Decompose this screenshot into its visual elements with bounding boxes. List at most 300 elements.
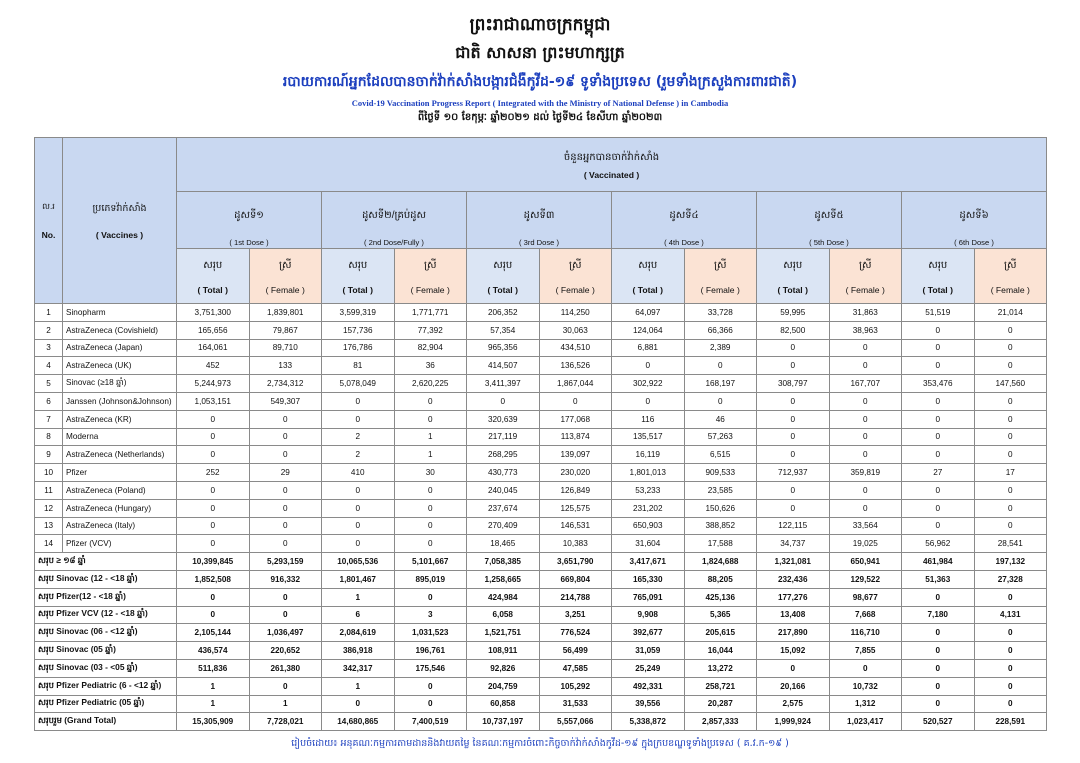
no-column-header bbox=[35, 138, 63, 304]
total-cell: 82,500 bbox=[757, 321, 830, 339]
report-title-khmer: របាយការណ៍អ្នកដែលបានចាក់វ៉ាក់សាំងបង្ការជំងឺកូវីដ-១៩ ទូទាំងប្រទេស (រួមទាំងក្រសួងការពារជាតិ) bbox=[282, 74, 798, 90]
female-cell: 0 bbox=[829, 339, 902, 357]
total-cell: 2 bbox=[322, 446, 395, 464]
table-row bbox=[35, 357, 1047, 375]
group-female-cell: 0 bbox=[974, 642, 1047, 660]
female-cell: 0 bbox=[249, 446, 322, 464]
table-row bbox=[35, 410, 1047, 428]
table-row bbox=[35, 321, 1047, 339]
total-cell: 56,962 bbox=[902, 535, 975, 553]
group-total-cell: 165,330 bbox=[612, 570, 685, 588]
group-total-cell: 7,180 bbox=[902, 606, 975, 624]
female-cell: 77,392 bbox=[394, 321, 467, 339]
vaccine-name: AstraZeneca (Italy) bbox=[63, 517, 177, 535]
female-cell: 30 bbox=[394, 464, 467, 482]
dose-header bbox=[757, 192, 902, 249]
group-total-cell: 0 bbox=[902, 624, 975, 642]
group-total-cell: 0 bbox=[902, 588, 975, 606]
female-label-english: ( Female ) bbox=[265, 284, 305, 295]
group-total-cell: 461,984 bbox=[902, 553, 975, 571]
total-cell: 51,519 bbox=[902, 304, 975, 322]
female-column-header bbox=[829, 249, 902, 304]
female-cell: 0 bbox=[394, 499, 467, 517]
total-cell: 124,064 bbox=[612, 321, 685, 339]
total-cell: 0 bbox=[902, 321, 975, 339]
total-cell: 64,097 bbox=[612, 304, 685, 322]
dose-header bbox=[612, 192, 757, 249]
female-column-header bbox=[249, 249, 322, 304]
female-cell: 0 bbox=[394, 481, 467, 499]
female-cell: 2,734,312 bbox=[249, 375, 322, 393]
female-cell: 0 bbox=[394, 410, 467, 428]
group-total-cell: 39,556 bbox=[612, 695, 685, 713]
total-cell: 3,751,300 bbox=[177, 304, 250, 322]
group-name: សរុប Pfizer(12 - <18 ឆ្នាំ) bbox=[35, 588, 177, 606]
group-total-cell: 2,084,619 bbox=[322, 624, 395, 642]
dose-label-english: ( 2nd Dose/Fully ) bbox=[364, 238, 424, 247]
female-cell: 1,771,771 bbox=[394, 304, 467, 322]
total-label-english: ( Total ) bbox=[777, 284, 808, 295]
group-total-cell: 14,680,865 bbox=[322, 713, 395, 731]
total-cell: 0 bbox=[177, 446, 250, 464]
group-name: សរុប Sinovac (06 - <12 ឆ្នាំ) bbox=[35, 624, 177, 642]
total-cell: 122,115 bbox=[757, 517, 830, 535]
female-cell: 549,307 bbox=[249, 392, 322, 410]
vaccine-label-english: ( Vaccines ) bbox=[95, 229, 144, 240]
group-total-cell: 7,058,385 bbox=[467, 553, 540, 571]
group-total-cell: 2,575 bbox=[757, 695, 830, 713]
total-column-header bbox=[612, 249, 685, 304]
total-cell: 0 bbox=[902, 357, 975, 375]
group-female-cell: 13,272 bbox=[684, 659, 757, 677]
table-row bbox=[35, 481, 1047, 499]
female-cell: 0 bbox=[974, 481, 1047, 499]
vaccine-name: AstraZeneca (Japan) bbox=[63, 339, 177, 357]
group-total-row bbox=[35, 588, 1047, 606]
vaccine-name: AstraZeneca (Covishield) bbox=[63, 321, 177, 339]
vaccination-table bbox=[34, 137, 1047, 731]
total-cell: 240,045 bbox=[467, 481, 540, 499]
total-cell: 302,922 bbox=[612, 375, 685, 393]
total-label-khmer: សរុប bbox=[348, 259, 368, 271]
group-female-cell: 0 bbox=[249, 677, 322, 695]
female-cell: 359,819 bbox=[829, 464, 902, 482]
group-total-cell: 15,305,909 bbox=[177, 713, 250, 731]
female-cell: 82,904 bbox=[394, 339, 467, 357]
group-total-cell: 1,521,751 bbox=[467, 624, 540, 642]
group-total-cell: 1,999,924 bbox=[757, 713, 830, 731]
female-cell: 33,728 bbox=[684, 304, 757, 322]
total-cell: 237,674 bbox=[467, 499, 540, 517]
female-cell: 0 bbox=[974, 357, 1047, 375]
female-label-khmer: ស្រី bbox=[714, 259, 727, 271]
table-row bbox=[35, 535, 1047, 553]
group-female-cell: 20,287 bbox=[684, 695, 757, 713]
group-total-cell: 177,276 bbox=[757, 588, 830, 606]
group-total-row bbox=[35, 570, 1047, 588]
group-female-cell: 3,651,790 bbox=[539, 553, 612, 571]
female-cell: 230,020 bbox=[539, 464, 612, 482]
dose-label-khmer: ដូសទី៤ bbox=[669, 209, 699, 221]
total-cell: 0 bbox=[322, 517, 395, 535]
group-total-cell: 424,984 bbox=[467, 588, 540, 606]
total-cell: 270,409 bbox=[467, 517, 540, 535]
group-total-cell: 1,258,665 bbox=[467, 570, 540, 588]
dose-header bbox=[467, 192, 612, 249]
total-cell: 0 bbox=[902, 446, 975, 464]
total-cell: 0 bbox=[467, 392, 540, 410]
group-female-cell: 116,710 bbox=[829, 624, 902, 642]
group-total-cell: 765,091 bbox=[612, 588, 685, 606]
group-total-cell: 9,908 bbox=[612, 606, 685, 624]
total-column-header bbox=[902, 249, 975, 304]
group-female-cell: 261,380 bbox=[249, 659, 322, 677]
table-row bbox=[35, 517, 1047, 535]
row-number: 4 bbox=[35, 357, 63, 375]
group-female-cell: 0 bbox=[829, 659, 902, 677]
table-row bbox=[35, 428, 1047, 446]
vaccine-name: Sinopharm bbox=[63, 304, 177, 322]
female-label-english: ( Female ) bbox=[700, 284, 740, 295]
female-cell: 33,564 bbox=[829, 517, 902, 535]
group-total-cell: 6,058 bbox=[467, 606, 540, 624]
group-total-cell: 0 bbox=[902, 659, 975, 677]
female-cell: 0 bbox=[829, 446, 902, 464]
group-female-cell: 196,761 bbox=[394, 642, 467, 660]
vaccine-name: AstraZeneca (Poland) bbox=[63, 481, 177, 499]
female-cell: 168,197 bbox=[684, 375, 757, 393]
total-cell: 0 bbox=[902, 339, 975, 357]
group-female-cell: 1 bbox=[249, 695, 322, 713]
female-cell: 66,366 bbox=[684, 321, 757, 339]
female-cell: 0 bbox=[974, 517, 1047, 535]
total-column-header bbox=[467, 249, 540, 304]
female-cell: 0 bbox=[829, 357, 902, 375]
row-number: 8 bbox=[35, 428, 63, 446]
total-column-header bbox=[322, 249, 395, 304]
group-total-cell: 342,317 bbox=[322, 659, 395, 677]
group-total-cell: 5,338,872 bbox=[612, 713, 685, 731]
dose-header bbox=[322, 192, 467, 249]
report-title-english: Covid-19 Vaccination Progress Report ( Integrated with the Ministry of National Defense ) in Cambodia bbox=[351, 98, 729, 108]
female-cell: 17,588 bbox=[684, 535, 757, 553]
group-female-cell: 0 bbox=[974, 677, 1047, 695]
dose-label-english: ( 3rd Dose ) bbox=[518, 238, 560, 247]
table-row bbox=[35, 304, 1047, 322]
female-cell: 17 bbox=[974, 464, 1047, 482]
group-female-cell: 7,668 bbox=[829, 606, 902, 624]
group-total-cell: 0 bbox=[902, 677, 975, 695]
female-cell: 57,263 bbox=[684, 428, 757, 446]
group-total-cell: 1 bbox=[177, 695, 250, 713]
group-female-cell: 197,132 bbox=[974, 553, 1047, 571]
total-cell: 0 bbox=[757, 357, 830, 375]
total-cell: 0 bbox=[322, 410, 395, 428]
group-female-cell: 27,328 bbox=[974, 570, 1047, 588]
group-female-cell: 5,101,667 bbox=[394, 553, 467, 571]
group-total-cell: 3,417,671 bbox=[612, 553, 685, 571]
female-cell: 0 bbox=[539, 392, 612, 410]
female-cell: 167,707 bbox=[829, 375, 902, 393]
female-cell: 0 bbox=[974, 339, 1047, 357]
total-cell: 165,656 bbox=[177, 321, 250, 339]
group-total-row bbox=[35, 606, 1047, 624]
footer-note: រៀបចំដោយ៖ អនុគណៈកម្មការតាមដាននិងវាយតម្លៃ នៃគណៈកម្មការចំពោះកិច្ចចាក់វ៉ាក់សាំងកូវីដ-១៩ ក្នុងក្របខណ្ឌទូទាំងប្រទេស ( គ.វ.ក-១៩ ) bbox=[291, 738, 789, 749]
female-cell: 0 bbox=[249, 517, 322, 535]
female-cell: 1 bbox=[394, 428, 467, 446]
female-cell: 136,526 bbox=[539, 357, 612, 375]
total-cell: 0 bbox=[902, 499, 975, 517]
group-name: សរុប Sinovac (03 - <05 ឆ្នាំ) bbox=[35, 659, 177, 677]
female-cell: 0 bbox=[829, 392, 902, 410]
group-female-cell: 0 bbox=[249, 588, 322, 606]
total-cell: 206,352 bbox=[467, 304, 540, 322]
group-total-row bbox=[35, 553, 1047, 571]
group-name: សរុប Sinovac (12 - <18 ឆ្នាំ) bbox=[35, 570, 177, 588]
group-female-cell: 776,524 bbox=[539, 624, 612, 642]
total-cell: 0 bbox=[757, 481, 830, 499]
total-cell: 59,995 bbox=[757, 304, 830, 322]
group-female-cell: 1,312 bbox=[829, 695, 902, 713]
female-cell: 147,560 bbox=[974, 375, 1047, 393]
group-female-cell: 5,293,159 bbox=[249, 553, 322, 571]
total-cell: 2 bbox=[322, 428, 395, 446]
female-cell: 19,025 bbox=[829, 535, 902, 553]
total-label-english: ( Total ) bbox=[632, 284, 663, 295]
total-cell: 0 bbox=[177, 535, 250, 553]
total-cell: 0 bbox=[902, 428, 975, 446]
group-total-cell: 1,852,508 bbox=[177, 570, 250, 588]
row-number: 9 bbox=[35, 446, 63, 464]
group-total-cell: 10,065,536 bbox=[322, 553, 395, 571]
female-cell: 2,389 bbox=[684, 339, 757, 357]
female-cell: 909,533 bbox=[684, 464, 757, 482]
female-cell: 6,515 bbox=[684, 446, 757, 464]
dose-label-khmer: ដូសទី២/គ្រប់ដូស bbox=[361, 209, 427, 221]
total-label-khmer: សរុប bbox=[493, 259, 513, 271]
row-number: 7 bbox=[35, 410, 63, 428]
female-cell: 30,063 bbox=[539, 321, 612, 339]
vaccine-name: Janssen (Johnson&Johnson) bbox=[63, 392, 177, 410]
group-total-cell: 13,408 bbox=[757, 606, 830, 624]
group-female-cell: 205,615 bbox=[684, 624, 757, 642]
group-total-cell: 386,918 bbox=[322, 642, 395, 660]
total-cell: 0 bbox=[177, 499, 250, 517]
group-total-cell: 204,759 bbox=[467, 677, 540, 695]
row-number: 5 bbox=[35, 375, 63, 393]
group-female-cell: 56,499 bbox=[539, 642, 612, 660]
total-label-khmer: សរុប bbox=[638, 259, 658, 271]
total-cell: 217,119 bbox=[467, 428, 540, 446]
female-cell: 139,097 bbox=[539, 446, 612, 464]
total-column-header bbox=[177, 249, 250, 304]
group-total-cell: 436,574 bbox=[177, 642, 250, 660]
group-female-cell: 0 bbox=[394, 695, 467, 713]
total-cell: 0 bbox=[612, 357, 685, 375]
group-female-cell: 7,855 bbox=[829, 642, 902, 660]
total-cell: 320,639 bbox=[467, 410, 540, 428]
dose-label-khmer: ដូសទី៦ bbox=[959, 209, 989, 221]
group-name: សរុប Sinovac (05 ឆ្នាំ) bbox=[35, 642, 177, 660]
group-female-cell: 1,036,497 bbox=[249, 624, 322, 642]
female-cell: 0 bbox=[249, 410, 322, 428]
total-label-khmer: សរុប bbox=[928, 259, 948, 271]
female-label-english: ( Female ) bbox=[990, 284, 1030, 295]
female-cell: 388,852 bbox=[684, 517, 757, 535]
group-female-cell: 0 bbox=[249, 606, 322, 624]
dose-header bbox=[177, 192, 322, 249]
group-total-row bbox=[35, 695, 1047, 713]
group-female-cell: 1,824,688 bbox=[684, 553, 757, 571]
total-cell: 5,244,973 bbox=[177, 375, 250, 393]
group-female-cell: 0 bbox=[394, 677, 467, 695]
group-female-cell: 16,044 bbox=[684, 642, 757, 660]
female-cell: 0 bbox=[829, 410, 902, 428]
group-total-row bbox=[35, 713, 1047, 731]
female-cell: 38,963 bbox=[829, 321, 902, 339]
total-cell: 0 bbox=[177, 481, 250, 499]
group-female-cell: 31,533 bbox=[539, 695, 612, 713]
group-female-cell: 258,721 bbox=[684, 677, 757, 695]
group-total-cell: 31,059 bbox=[612, 642, 685, 660]
group-female-cell: 650,941 bbox=[829, 553, 902, 571]
group-name: សរុប Pfizer VCV (12 - <18 ឆ្នាំ) bbox=[35, 606, 177, 624]
total-cell: 0 bbox=[322, 535, 395, 553]
group-female-cell: 1,031,523 bbox=[394, 624, 467, 642]
group-female-cell: 425,136 bbox=[684, 588, 757, 606]
group-total-row bbox=[35, 659, 1047, 677]
female-label-khmer: ស្រី bbox=[859, 259, 872, 271]
female-column-header bbox=[974, 249, 1047, 304]
group-total-cell: 2,105,144 bbox=[177, 624, 250, 642]
group-female-cell: 105,292 bbox=[539, 677, 612, 695]
total-cell: 164,061 bbox=[177, 339, 250, 357]
female-label-khmer: ស្រី bbox=[279, 259, 292, 271]
female-cell: 0 bbox=[974, 392, 1047, 410]
group-female-cell: 7,400,519 bbox=[394, 713, 467, 731]
total-label-khmer: សរុប bbox=[203, 259, 223, 271]
vaccine-column-header bbox=[63, 138, 177, 304]
group-female-cell: 3,251 bbox=[539, 606, 612, 624]
kingdom-heading: ព្រះរាជាណាចក្រកម្ពុជា bbox=[469, 15, 611, 35]
vaccine-name: AstraZeneca (KR) bbox=[63, 410, 177, 428]
row-number: 13 bbox=[35, 517, 63, 535]
female-cell: 1 bbox=[394, 446, 467, 464]
vaccine-name: Sinovac (≥18 ឆ្នាំ) bbox=[63, 375, 177, 393]
total-label-english: ( Total ) bbox=[922, 284, 953, 295]
dose-label-khmer: ដូសទី៣ bbox=[523, 209, 555, 221]
total-cell: 0 bbox=[902, 481, 975, 499]
group-female-cell: 175,546 bbox=[394, 659, 467, 677]
total-cell: 0 bbox=[902, 517, 975, 535]
group-female-cell: 0 bbox=[974, 695, 1047, 713]
total-cell: 650,903 bbox=[612, 517, 685, 535]
total-cell: 0 bbox=[902, 392, 975, 410]
vaccinated-label-english: ( Vaccinated ) bbox=[583, 169, 640, 180]
group-total-cell: 60,858 bbox=[467, 695, 540, 713]
total-cell: 16,119 bbox=[612, 446, 685, 464]
row-number: 2 bbox=[35, 321, 63, 339]
total-cell: 116 bbox=[612, 410, 685, 428]
female-label-khmer: ស្រី bbox=[424, 259, 437, 271]
female-cell: 434,510 bbox=[539, 339, 612, 357]
group-total-cell: 15,092 bbox=[757, 642, 830, 660]
total-cell: 0 bbox=[757, 410, 830, 428]
female-cell: 0 bbox=[829, 481, 902, 499]
table-row bbox=[35, 375, 1047, 393]
group-total-cell: 0 bbox=[322, 695, 395, 713]
total-cell: 31,604 bbox=[612, 535, 685, 553]
group-total-cell: 492,331 bbox=[612, 677, 685, 695]
dose-label-english: ( 1st Dose ) bbox=[229, 238, 269, 247]
group-female-cell: 0 bbox=[974, 624, 1047, 642]
group-total-cell: 511,836 bbox=[177, 659, 250, 677]
female-label-khmer: ស្រី bbox=[569, 259, 582, 271]
total-cell: 0 bbox=[902, 410, 975, 428]
total-cell: 410 bbox=[322, 464, 395, 482]
total-cell: 712,937 bbox=[757, 464, 830, 482]
group-female-cell: 3 bbox=[394, 606, 467, 624]
row-number: 14 bbox=[35, 535, 63, 553]
group-female-cell: 0 bbox=[974, 659, 1047, 677]
total-cell: 57,354 bbox=[467, 321, 540, 339]
female-cell: 0 bbox=[394, 517, 467, 535]
total-cell: 0 bbox=[612, 392, 685, 410]
female-cell: 0 bbox=[974, 321, 1047, 339]
dose-header bbox=[902, 192, 1047, 249]
total-cell: 0 bbox=[757, 392, 830, 410]
group-female-cell: 2,857,333 bbox=[684, 713, 757, 731]
total-column-header bbox=[757, 249, 830, 304]
group-total-cell: 217,890 bbox=[757, 624, 830, 642]
total-cell: 430,773 bbox=[467, 464, 540, 482]
total-cell: 1,801,013 bbox=[612, 464, 685, 482]
group-total-cell: 6 bbox=[322, 606, 395, 624]
total-cell: 268,295 bbox=[467, 446, 540, 464]
female-cell: 125,575 bbox=[539, 499, 612, 517]
female-cell: 28,541 bbox=[974, 535, 1047, 553]
group-total-cell: 51,363 bbox=[902, 570, 975, 588]
total-cell: 0 bbox=[322, 392, 395, 410]
group-total-cell: 1 bbox=[322, 677, 395, 695]
female-cell: 0 bbox=[974, 446, 1047, 464]
female-cell: 0 bbox=[829, 499, 902, 517]
female-cell: 146,531 bbox=[539, 517, 612, 535]
no-label-english: No. bbox=[41, 229, 56, 240]
female-cell: 23,585 bbox=[684, 481, 757, 499]
female-column-header bbox=[684, 249, 757, 304]
group-total-cell: 10,399,845 bbox=[177, 553, 250, 571]
female-cell: 113,874 bbox=[539, 428, 612, 446]
total-cell: 414,507 bbox=[467, 357, 540, 375]
female-cell: 36 bbox=[394, 357, 467, 375]
group-female-cell: 7,728,021 bbox=[249, 713, 322, 731]
dose-label-english: ( 6th Dose ) bbox=[954, 238, 994, 247]
female-cell: 79,867 bbox=[249, 321, 322, 339]
total-cell: 353,476 bbox=[902, 375, 975, 393]
female-cell: 114,250 bbox=[539, 304, 612, 322]
total-cell: 0 bbox=[757, 446, 830, 464]
vaccine-name: Pfizer (VCV) bbox=[63, 535, 177, 553]
female-cell: 0 bbox=[394, 535, 467, 553]
total-label-english: ( Total ) bbox=[487, 284, 518, 295]
table-row bbox=[35, 339, 1047, 357]
female-cell: 0 bbox=[974, 499, 1047, 517]
no-label-khmer: ល.រ bbox=[42, 201, 55, 211]
female-label-english: ( Female ) bbox=[845, 284, 885, 295]
female-cell: 0 bbox=[974, 410, 1047, 428]
total-cell: 81 bbox=[322, 357, 395, 375]
